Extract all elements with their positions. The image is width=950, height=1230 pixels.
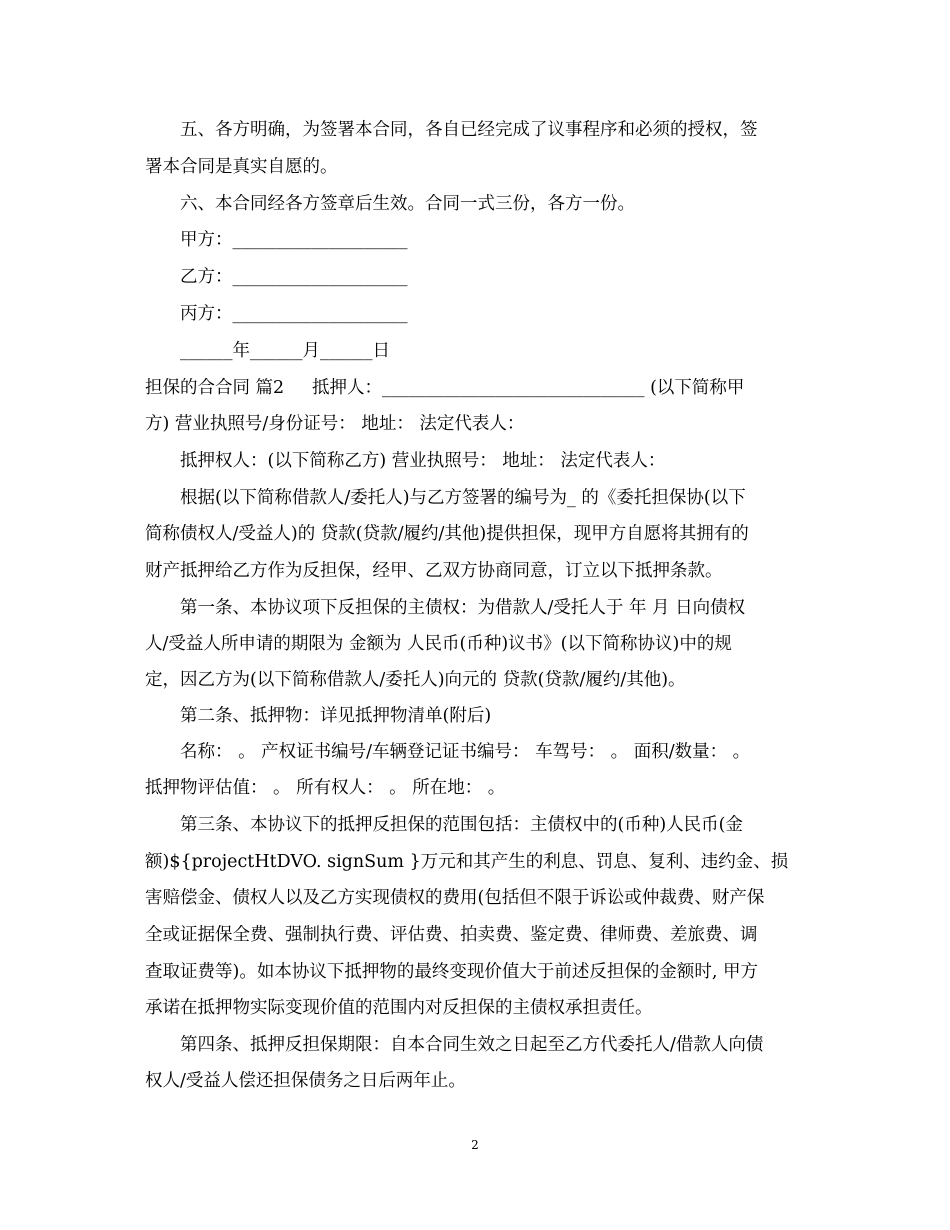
text-line: 六、本合同经各方签章后生效。合同一式三份，各方一份。 xyxy=(180,194,635,214)
text-line: 查取证费等)。如本协议下抵押物的最终变现价值大于前述反担保的金额时, 甲方 xyxy=(145,962,758,982)
text-line: 抵押权人：(以下简称乙方) 营业执照号： 地址： 法定代表人： xyxy=(180,451,666,471)
text-line: 承诺在抵押物实际变现价值的范围内对反担保的主债权承担责任。 xyxy=(145,998,653,1018)
text-line: 署本合同是真实自愿的。 xyxy=(145,157,338,177)
text-line: 财产抵押给乙方作为反担保，经甲、乙双方协商同意，订立以下抵押条款。 xyxy=(145,561,723,581)
text-line: 全或证据保全费、强制执行费、评估费、拍卖费、鉴定费、律师费、差旅费、调 xyxy=(145,925,758,945)
signature-line-party-c: 丙方：____________________ xyxy=(180,304,408,324)
text-line: 额)${projectHtDVO. signSum }万元和其产生的利息、罚息、复利、违约金、损 xyxy=(145,852,789,872)
text-line: 第一条、本协议项下反担保的主债权：为借款人/受托人于 年 月 日向债权 xyxy=(180,598,746,618)
text-line: 根据(以下简称借款人/委托人)与乙方签署的编号为_ 的《委托担保协(以下 xyxy=(180,488,746,508)
text-line: 第三条、本协议下的抵押反担保的范围包括：主债权中的(币种)人民币(金 xyxy=(180,815,743,835)
text-line: 五、各方明确，为签署本合同，各自已经完成了议事程序和必须的授权，签 xyxy=(180,120,758,140)
text-line: 简称债权人/受益人)的 贷款(贷款/履约/其他)提供担保，现甲方自愿将其拥有的 xyxy=(145,524,749,544)
text-line: 名称： 。 产权证书编号/车辆登记证书编号： 车驾号： 。 面积/数量： 。 xyxy=(180,742,751,762)
text-line: 权人/受益人偿还担保债务之日后两年止。 xyxy=(145,1071,466,1091)
text-line: 第四条、抵押反担保期限：自本合同生效之日起至乙方代委托人/借款人向债 xyxy=(180,1035,764,1055)
text-line: 方) 营业执照号/身份证号： 地址： 法定代表人： xyxy=(145,414,525,434)
text-line: 定，因乙方为(以下简称借款人/委托人)向元的 贷款(贷款/履约/其他)。 xyxy=(145,670,686,690)
date-line: ______年______月______日 xyxy=(180,341,390,361)
signature-line-party-b: 乙方：____________________ xyxy=(180,267,408,287)
page-number: 2 xyxy=(471,1138,479,1152)
text-line: 害赔偿金、债权人以及乙方实现债权的费用(包括但不限于诉讼或仲裁费、财产保 xyxy=(145,888,765,908)
signature-line-party-a: 甲方：____________________ xyxy=(180,230,408,250)
text-line: 第二条、抵押物：详见抵押物清单(附后) xyxy=(180,706,492,726)
text-line: 抵押物评估值： 。 所有权人： 。 所在地： 。 xyxy=(145,778,506,798)
text-line: 人/受益人所申请的期限为 金额为 人民币(币种)议书》(以下简称协议)中的规 xyxy=(145,634,732,654)
section-heading-line: 担保的合合同 篇2 抵押人：______________________________ (以下简称甲 xyxy=(145,378,745,398)
